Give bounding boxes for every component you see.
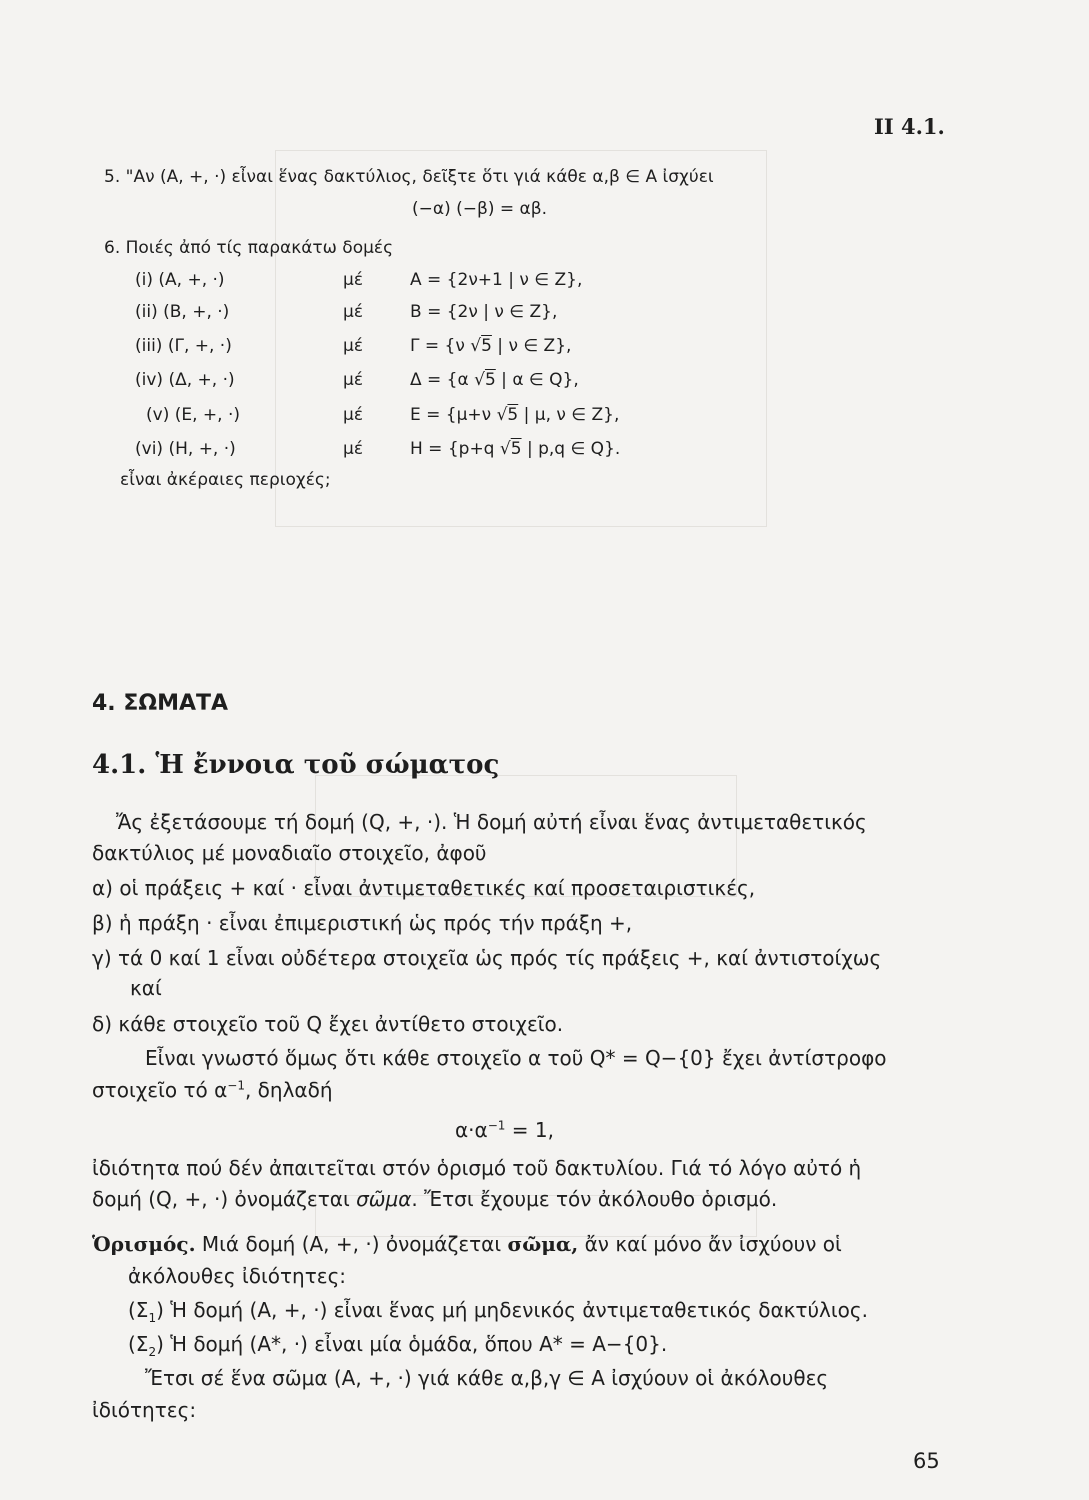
- definition-label: Ὁρισμός.: [92, 1232, 196, 1256]
- property-list-item: α) οἱ πράξεις + καί · εἶναι ἀντιμεταθετικές καί προσεταιριστικές,: [92, 876, 756, 900]
- with-word: μέ: [343, 270, 364, 290]
- list-item: (vi) (Η, +, ·): [135, 439, 236, 459]
- property-list-item: γ) τά 0 καί 1 εἶναι οὐδέτερα στοιχεῖα ὡς πρός τίς πράξεις +, καί ἀντιστοίχως: [92, 946, 882, 970]
- list-item: (iii) (Γ, +, ·): [135, 336, 232, 356]
- exercise-6-intro: [104, 238, 393, 258]
- with-word: μέ: [343, 405, 364, 425]
- set-definition: Ε = {μ+ν √5 | μ, ν ∈ Ζ},: [410, 405, 620, 425]
- list-item: (iv) (Δ, +, ·): [135, 370, 235, 390]
- with-word: μέ: [343, 439, 364, 459]
- body-paragraph-3-line-1: ἰδιότητα πού δέν ἀπαιτεῖται στόν ὁρισμό τοῦ δακτυλίου. Γιά τό λόγο αὐτό ἡ: [92, 1156, 862, 1180]
- set-definition: Η = {p+q √5 | p,q ∈ Q}.: [410, 439, 621, 459]
- exercise-statement: "Αν (Α, +, ·) εἶναι ἕνας δακτύλιος, δεῖξτε ὅτι γιά κάθε α,β ∈ Α ἰσχύει: [125, 167, 714, 187]
- exercise-number: 5.: [104, 167, 121, 187]
- body-paragraph-3-line-2: δομή (Q, +, ·) ὀνομάζεται σῶμα. Ἔτσι ἔχουμε τόν ἀκόλουθο ὁρισμό.: [92, 1187, 778, 1211]
- set-definition: Β = {2ν | ν ∈ Ζ},: [410, 302, 558, 322]
- closing-line-1: Ἔτσι σέ ἕνα σῶμα (Α, +, ·) γιά κάθε α,β,γ ∈ Α ἰσχύουν οἱ ἀκόλουθες: [145, 1366, 829, 1390]
- set-definition: Γ = {ν √5 | ν ∈ Ζ},: [410, 336, 572, 356]
- property-list-item: δ) κάθε στοιχεῖο τοῦ Q ἔχει ἀντίθετο στοιχεῖο.: [92, 1012, 564, 1036]
- definition-property-s1: $(\Sigma_1)$ Ἡ δομή (Α, +, ·) εἶναι ἕνας μή μηδενικός ἀντιμεταθετικός δακτύλιος.: [128, 1298, 868, 1325]
- body-paragraph-2-line-2: στοιχεῖο τό $\alpha^{-1}$, δηλαδή: [92, 1078, 333, 1102]
- exercise-6-question: εἶναι ἀκέραιες περιοχές;: [120, 470, 331, 490]
- set-definition: Α = {2ν+1 | ν ∈ Ζ},: [410, 270, 583, 290]
- set-definition: Δ = {α √5 | α ∈ Q},: [410, 370, 579, 390]
- exercise-5: [104, 167, 714, 187]
- with-word: μέ: [343, 336, 364, 356]
- section-reference: II 4.1.: [874, 114, 945, 139]
- property-list-item-continuation: καί: [130, 976, 162, 1000]
- with-word: μέ: [343, 302, 364, 322]
- body-paragraph-1-line-1: Ἄς ἐξετάσουμε τή δομή (Q, +, ·). Ἡ δομή αὐτή εἶναι ἕνας ἀντιμεταθετικός: [116, 810, 867, 834]
- section-heading: 4.1. Ἡ ἔννοια τοῦ σώματος: [92, 750, 500, 780]
- page-number: 65: [913, 1449, 940, 1473]
- term-field: σῶμα: [356, 1187, 412, 1211]
- body-paragraph-2-line-1: Εἶναι γνωστό ὅμως ὅτι κάθε στοιχεῖο α τοῦ Q* = Q−{0} ἔχει ἀντίστροφο: [145, 1046, 887, 1070]
- exercise-intro: Ποιές ἀπό τίς παρακάτω δομές: [125, 238, 394, 258]
- chapter-heading: 4. ΣΩΜΑΤΑ: [92, 691, 229, 716]
- definition-property-s2: $(\Sigma_2)$ Ἡ δομή (Α*, ·) εἶναι μία ὁμάδα, ὅπου Α* = Α−{0}.: [128, 1332, 668, 1359]
- list-item: (v) (Ε, +, ·): [146, 405, 241, 425]
- list-item: (ii) (Β, +, ·): [135, 302, 230, 322]
- with-word: μέ: [343, 370, 364, 390]
- definition-line-2: ἀκόλουθες ἰδιότητες:: [128, 1264, 347, 1288]
- closing-line-2: ἰδιότητες:: [92, 1398, 197, 1422]
- definition: Ὁρισμός. Μιά δομή (Α, +, ·) ὀνομάζεται σῶμα, ἄν καί μόνο ἄν ἰσχύουν οἱ: [92, 1232, 842, 1256]
- inverse-equation: $\alpha\cdot\alpha^{-1} = 1$,: [455, 1118, 554, 1142]
- definition-term: σῶμα,: [507, 1232, 579, 1256]
- list-item: (i) (Α, +, ·): [135, 270, 225, 290]
- exercise-5-formula: (−α) (−β) = αβ.: [412, 199, 547, 219]
- body-paragraph-1-line-2: δακτύλιος μέ μοναδιαῖο στοιχεῖο, ἀφοῦ: [92, 841, 487, 865]
- exercise-number: 6.: [104, 238, 121, 258]
- property-list-item: β) ἡ πράξη · εἶναι ἐπιμεριστική ὡς πρός τήν πράξη +,: [92, 911, 633, 935]
